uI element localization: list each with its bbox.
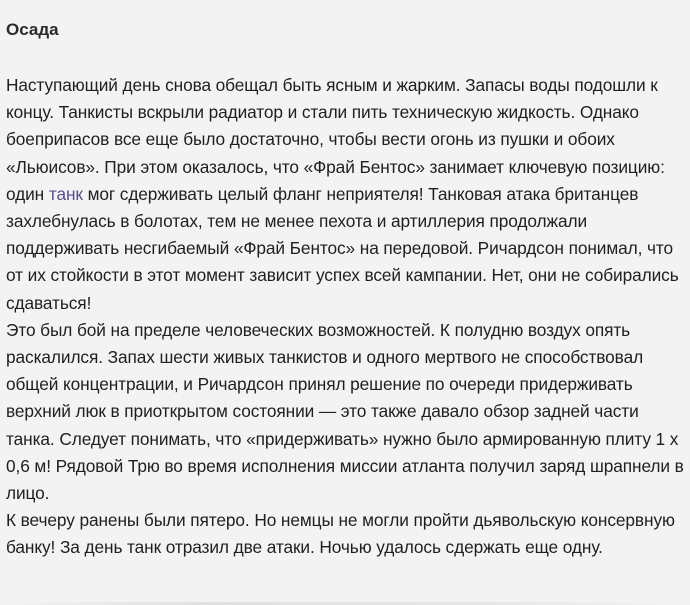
- paragraph-3: К вечеру ранены были пятеро. Но немцы не могли пройти дьявольскую консервную банку! За день танк отразил две атаки. Ночью удалось сдержать еще одну.: [6, 510, 675, 558]
- paragraph-1: [6, 72, 684, 317]
- article-title: Осада: [6, 20, 59, 39]
- paragraph-1-text-before: Наступающий день снова обещал быть ясным и жарким. Запасы воды подошли к концу. Танкисты вскрыли радиатор и стали пить техническую жидкость. Однако боеприпасов все еще было достаточно, чтобы вести огонь из пушки и обоих «Льюисов». При этом оказалось, что «Фрай Бентос» занимает ключевую позицию: один: [6, 75, 665, 204]
- tank-link[interactable]: танк: [48, 183, 83, 204]
- paragraph-2: Это был бой на пределе человеческих возможностей. К полудню воздух опять раскалился. Запах шести живых танкистов и одного мертвого не способствовал общей концентрации, и Ричардсон принял решение по очереди придерживать верхний люк в приоткрытом состоянии — это также давало обзор задней части танка. Следует понимать, что «придерживать» нужно было армированную плиту 1 х 0,6 м! Рядовой Трю во время исполнения миссии атланта получил заряд шрапнели в лицо.: [6, 319, 684, 504]
- paragraph-1-text-after: мог сдерживать целый фланг неприятеля! Танковая атака британцев захлебнулась в болотах, тем не менее пехота и артиллерия продолжали поддерживать несгибаемый «Фрай Бентос» на передовой. Ричардсон понимал, что от их стойкости в этот момент зависит успех всей кампании. Нет, они не собирались сдаваться!: [6, 183, 679, 313]
